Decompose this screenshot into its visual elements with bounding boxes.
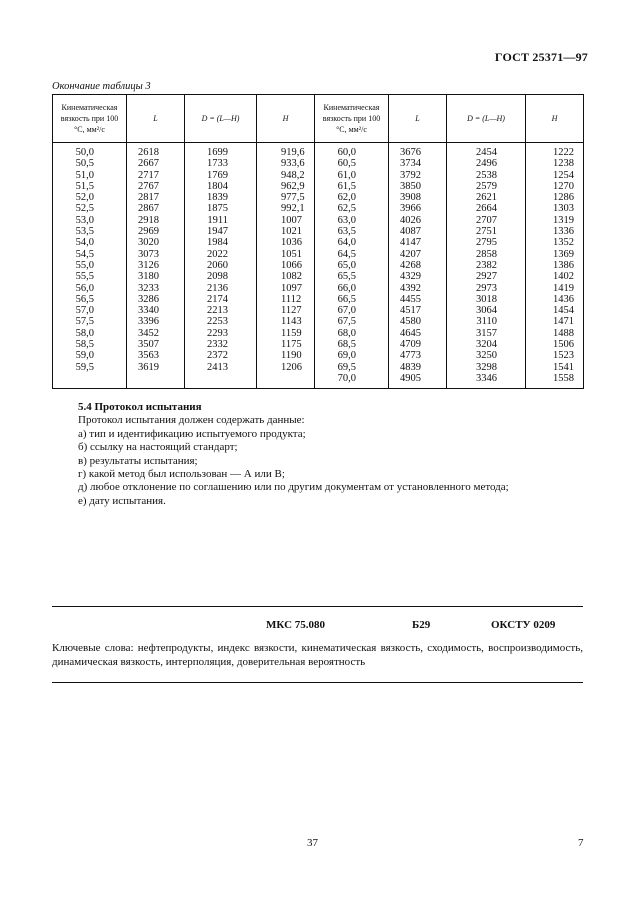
cell-viscosity: 69,0 xyxy=(315,350,389,361)
cell-viscosity: 51,5 xyxy=(53,181,127,192)
list-item: г) какой метод был использован — А или В; xyxy=(78,468,285,481)
cell-l: 3396 xyxy=(127,316,185,327)
cell-l: 3073 xyxy=(127,249,185,260)
cell-viscosity: 70,0 xyxy=(315,373,389,389)
cell-h: 1051 xyxy=(257,249,315,260)
cell-h: 1206 xyxy=(257,362,315,373)
table-row xyxy=(53,350,584,361)
cell-l: 4455 xyxy=(389,294,447,305)
cell-h: 1303 xyxy=(526,203,584,214)
col-d-header: D = (L—H) xyxy=(185,95,257,143)
cell-l: 3452 xyxy=(127,328,185,339)
list-item: д) любое отклонение по соглашению или по другим документам от установленного метода; xyxy=(78,481,509,494)
cell-l: 4268 xyxy=(389,260,447,271)
table-row xyxy=(53,143,584,159)
cell-h xyxy=(257,373,315,389)
cell-l: 4580 xyxy=(389,316,447,327)
cell-d: 2413 xyxy=(185,362,257,373)
cell-l: 4207 xyxy=(389,249,447,260)
cell-viscosity: 54,0 xyxy=(53,237,127,248)
cell-d: 3110 xyxy=(447,316,526,327)
cell-d: 1839 xyxy=(185,192,257,203)
divider-bottom xyxy=(52,682,583,683)
col-l-header: L xyxy=(389,95,447,143)
cell-viscosity: 56,0 xyxy=(53,283,127,294)
document-header: ГОСТ 25371—97 xyxy=(494,50,588,64)
cell-l: 2618 xyxy=(127,143,185,159)
table-row xyxy=(53,283,584,294)
divider-top xyxy=(52,606,583,607)
cell-h: 1143 xyxy=(257,316,315,327)
cell-viscosity: 65,5 xyxy=(315,271,389,282)
cell-h: 933,6 xyxy=(257,158,315,169)
cell-d: 3250 xyxy=(447,350,526,361)
cell-d: 2927 xyxy=(447,271,526,282)
cell-l: 2717 xyxy=(127,170,185,181)
cell-d: 2454 xyxy=(447,143,526,159)
cell-h: 1436 xyxy=(526,294,584,305)
cell-h: 1175 xyxy=(257,339,315,350)
cell-h: 1270 xyxy=(526,181,584,192)
cell-h: 1541 xyxy=(526,362,584,373)
cell-viscosity: 51,0 xyxy=(53,170,127,181)
table-caption: Окончание таблицы 3 xyxy=(52,81,151,92)
cell-d: 2707 xyxy=(447,215,526,226)
list-item: а) тип и идентификацию испытуемого продукта; xyxy=(78,427,306,440)
cell-viscosity: 63,5 xyxy=(315,226,389,237)
cell-viscosity: 54,5 xyxy=(53,249,127,260)
cell-l: 4087 xyxy=(389,226,447,237)
table-row xyxy=(53,181,584,192)
cell-viscosity: 61,5 xyxy=(315,181,389,192)
cell-viscosity: 62,0 xyxy=(315,192,389,203)
cell-l: 3563 xyxy=(127,350,185,361)
cell-h: 992,1 xyxy=(257,203,315,214)
cell-viscosity: 66,0 xyxy=(315,283,389,294)
cell-viscosity: 60,5 xyxy=(315,158,389,169)
table-row xyxy=(53,373,584,389)
cell-h: 1402 xyxy=(526,271,584,282)
cell-l: 3966 xyxy=(389,203,447,214)
table-row xyxy=(53,226,584,237)
table-row xyxy=(53,271,584,282)
cell-h: 1238 xyxy=(526,158,584,169)
cell-d: 1769 xyxy=(185,170,257,181)
cell-l: 4645 xyxy=(389,328,447,339)
cell-d: 2751 xyxy=(447,226,526,237)
cell-d: 2858 xyxy=(447,249,526,260)
cell-l: 3020 xyxy=(127,237,185,248)
cell-viscosity: 50,0 xyxy=(53,143,127,159)
cell-d: 2293 xyxy=(185,328,257,339)
cell-viscosity: 55,0 xyxy=(53,260,127,271)
cell-viscosity: 59,5 xyxy=(53,362,127,373)
cell-h: 1066 xyxy=(257,260,315,271)
cell-l: 3286 xyxy=(127,294,185,305)
list-item: е) дату испытания. xyxy=(78,494,166,507)
test-report-section xyxy=(78,401,509,508)
cell-l: 3908 xyxy=(389,192,447,203)
cell-d: 3298 xyxy=(447,362,526,373)
cell-viscosity: 68,0 xyxy=(315,328,389,339)
table-row xyxy=(53,249,584,260)
col-d-header: D = (L—H) xyxy=(447,95,526,143)
keywords: Ключевые слова: нефтепродукты, индекс вязкости, кинематическая вязкость, сходимость, воспроизводимость, динамическая вязкость, интерполяция, доверительная вероятность xyxy=(52,642,583,668)
cell-d: 2621 xyxy=(447,192,526,203)
table-row xyxy=(53,305,584,316)
table-row xyxy=(53,237,584,248)
cell-l: 4709 xyxy=(389,339,447,350)
cell-l: 3676 xyxy=(389,143,447,159)
cell-viscosity: 52,0 xyxy=(53,192,127,203)
cell-h: 1190 xyxy=(257,350,315,361)
table-row xyxy=(53,158,584,169)
cell-h: 1082 xyxy=(257,271,315,282)
cell-viscosity xyxy=(53,373,127,389)
cell-h: 1222 xyxy=(526,143,584,159)
cell-l: 2969 xyxy=(127,226,185,237)
cell-h: 1112 xyxy=(257,294,315,305)
cell-viscosity: 58,0 xyxy=(53,328,127,339)
cell-viscosity: 67,5 xyxy=(315,316,389,327)
list-item: в) результаты испытания; xyxy=(78,454,198,467)
cell-l: 3233 xyxy=(127,283,185,294)
section-title: 5.4 Протокол испытания xyxy=(78,401,202,413)
cell-h: 1336 xyxy=(526,226,584,237)
cell-h: 1127 xyxy=(257,305,315,316)
cell-viscosity: 53,5 xyxy=(53,226,127,237)
cell-l: 3850 xyxy=(389,181,447,192)
cell-h: 1097 xyxy=(257,283,315,294)
cell-viscosity: 60,0 xyxy=(315,143,389,159)
cell-d: 2372 xyxy=(185,350,257,361)
cell-h: 1352 xyxy=(526,237,584,248)
cell-h: 1021 xyxy=(257,226,315,237)
cell-viscosity: 64,5 xyxy=(315,249,389,260)
col-h-header: H xyxy=(526,95,584,143)
cell-l: 2867 xyxy=(127,203,185,214)
cell-viscosity: 67,0 xyxy=(315,305,389,316)
cell-l: 3340 xyxy=(127,305,185,316)
cell-h: 1386 xyxy=(526,260,584,271)
cell-d: 2022 xyxy=(185,249,257,260)
table-row xyxy=(53,260,584,271)
cell-d: 3204 xyxy=(447,339,526,350)
cell-viscosity: 57,5 xyxy=(53,316,127,327)
col-viscosity-header: Кинематическая вязкость при 100 °С, мм²/с xyxy=(53,95,127,143)
cell-viscosity: 57,0 xyxy=(53,305,127,316)
cell-l: 4329 xyxy=(389,271,447,282)
cell-viscosity: 53,0 xyxy=(53,215,127,226)
cell-d: 2253 xyxy=(185,316,257,327)
cell-l: 3792 xyxy=(389,170,447,181)
cell-d: 3157 xyxy=(447,328,526,339)
table-body xyxy=(53,143,584,389)
cell-d: 2795 xyxy=(447,237,526,248)
table-row xyxy=(53,215,584,226)
cell-h: 1369 xyxy=(526,249,584,260)
cell-d: 1947 xyxy=(185,226,257,237)
cell-viscosity: 59,0 xyxy=(53,350,127,361)
cell-l: 3734 xyxy=(389,158,447,169)
cell-h: 1419 xyxy=(526,283,584,294)
cell-h: 977,5 xyxy=(257,192,315,203)
cell-d: 1733 xyxy=(185,158,257,169)
cell-l: 3126 xyxy=(127,260,185,271)
cell-l: 4839 xyxy=(389,362,447,373)
cell-l: 4392 xyxy=(389,283,447,294)
cell-h: 1007 xyxy=(257,215,315,226)
cell-d: 2332 xyxy=(185,339,257,350)
list-item: б) ссылку на настоящий стандарт; xyxy=(78,441,238,454)
col-viscosity-header: Кинематическая вязкость при 100 °С, мм²/с xyxy=(315,95,389,143)
cell-viscosity: 52,5 xyxy=(53,203,127,214)
cell-h: 1254 xyxy=(526,170,584,181)
cell-l: 2667 xyxy=(127,158,185,169)
cell-viscosity: 62,5 xyxy=(315,203,389,214)
cell-l: 3619 xyxy=(127,362,185,373)
cell-l: 2918 xyxy=(127,215,185,226)
table-row xyxy=(53,316,584,327)
cell-h: 1159 xyxy=(257,328,315,339)
cell-h: 1558 xyxy=(526,373,584,389)
cell-l: 3507 xyxy=(127,339,185,350)
cell-h: 1036 xyxy=(257,237,315,248)
cell-l: 4517 xyxy=(389,305,447,316)
cell-h: 919,6 xyxy=(257,143,315,159)
cell-d: 2213 xyxy=(185,305,257,316)
cell-d: 2382 xyxy=(447,260,526,271)
cell-d: 1699 xyxy=(185,143,257,159)
cell-d: 2174 xyxy=(185,294,257,305)
cell-d: 3018 xyxy=(447,294,526,305)
cell-d: 2060 xyxy=(185,260,257,271)
sheet-number: 7 xyxy=(578,837,584,849)
cell-d: 2973 xyxy=(447,283,526,294)
cell-d: 2496 xyxy=(447,158,526,169)
cell-viscosity: 69,5 xyxy=(315,362,389,373)
okstu-code: ОКСТУ 0209 xyxy=(491,619,556,631)
cell-d: 2579 xyxy=(447,181,526,192)
cell-d xyxy=(185,373,257,389)
cell-h: 1471 xyxy=(526,316,584,327)
cell-l: 2817 xyxy=(127,192,185,203)
cell-viscosity: 55,5 xyxy=(53,271,127,282)
table-header-row xyxy=(53,95,584,143)
cell-l: 4026 xyxy=(389,215,447,226)
cell-viscosity: 61,0 xyxy=(315,170,389,181)
cell-d: 2098 xyxy=(185,271,257,282)
section-intro: Протокол испытания должен содержать данные: xyxy=(78,414,305,427)
cell-viscosity: 65,0 xyxy=(315,260,389,271)
table-row xyxy=(53,203,584,214)
table-row xyxy=(53,170,584,181)
cell-viscosity: 50,5 xyxy=(53,158,127,169)
cell-h: 962,9 xyxy=(257,181,315,192)
cell-d: 2538 xyxy=(447,170,526,181)
table-row xyxy=(53,328,584,339)
cell-viscosity: 56,5 xyxy=(53,294,127,305)
cell-viscosity: 63,0 xyxy=(315,215,389,226)
table-row xyxy=(53,294,584,305)
cell-h: 1506 xyxy=(526,339,584,350)
cell-viscosity: 58,5 xyxy=(53,339,127,350)
cell-l: 4147 xyxy=(389,237,447,248)
cell-d: 3064 xyxy=(447,305,526,316)
cell-d: 3346 xyxy=(447,373,526,389)
cell-h: 948,2 xyxy=(257,170,315,181)
mks-code: МКС 75.080 xyxy=(266,619,326,631)
cell-d: 1984 xyxy=(185,237,257,248)
cell-l: 4905 xyxy=(389,373,447,389)
col-l-header: L xyxy=(127,95,185,143)
page-number: 37 xyxy=(307,837,318,849)
cell-h: 1454 xyxy=(526,305,584,316)
table-row xyxy=(53,339,584,350)
cell-d: 2664 xyxy=(447,203,526,214)
table-row xyxy=(53,192,584,203)
cell-d: 2136 xyxy=(185,283,257,294)
cell-h: 1488 xyxy=(526,328,584,339)
category-code: Б29 xyxy=(412,619,431,631)
cell-l: 3180 xyxy=(127,271,185,282)
cell-h: 1523 xyxy=(526,350,584,361)
cell-d: 1875 xyxy=(185,203,257,214)
col-h-header: H xyxy=(257,95,315,143)
cell-viscosity: 68,5 xyxy=(315,339,389,350)
cell-h: 1286 xyxy=(526,192,584,203)
viscosity-table xyxy=(52,94,584,389)
cell-h: 1319 xyxy=(526,215,584,226)
table-row xyxy=(53,362,584,373)
cell-l: 4773 xyxy=(389,350,447,361)
cell-viscosity: 64,0 xyxy=(315,237,389,248)
cell-viscosity: 66,5 xyxy=(315,294,389,305)
cell-l xyxy=(127,373,185,389)
cell-d: 1804 xyxy=(185,181,257,192)
cell-d: 1911 xyxy=(185,215,257,226)
cell-l: 2767 xyxy=(127,181,185,192)
